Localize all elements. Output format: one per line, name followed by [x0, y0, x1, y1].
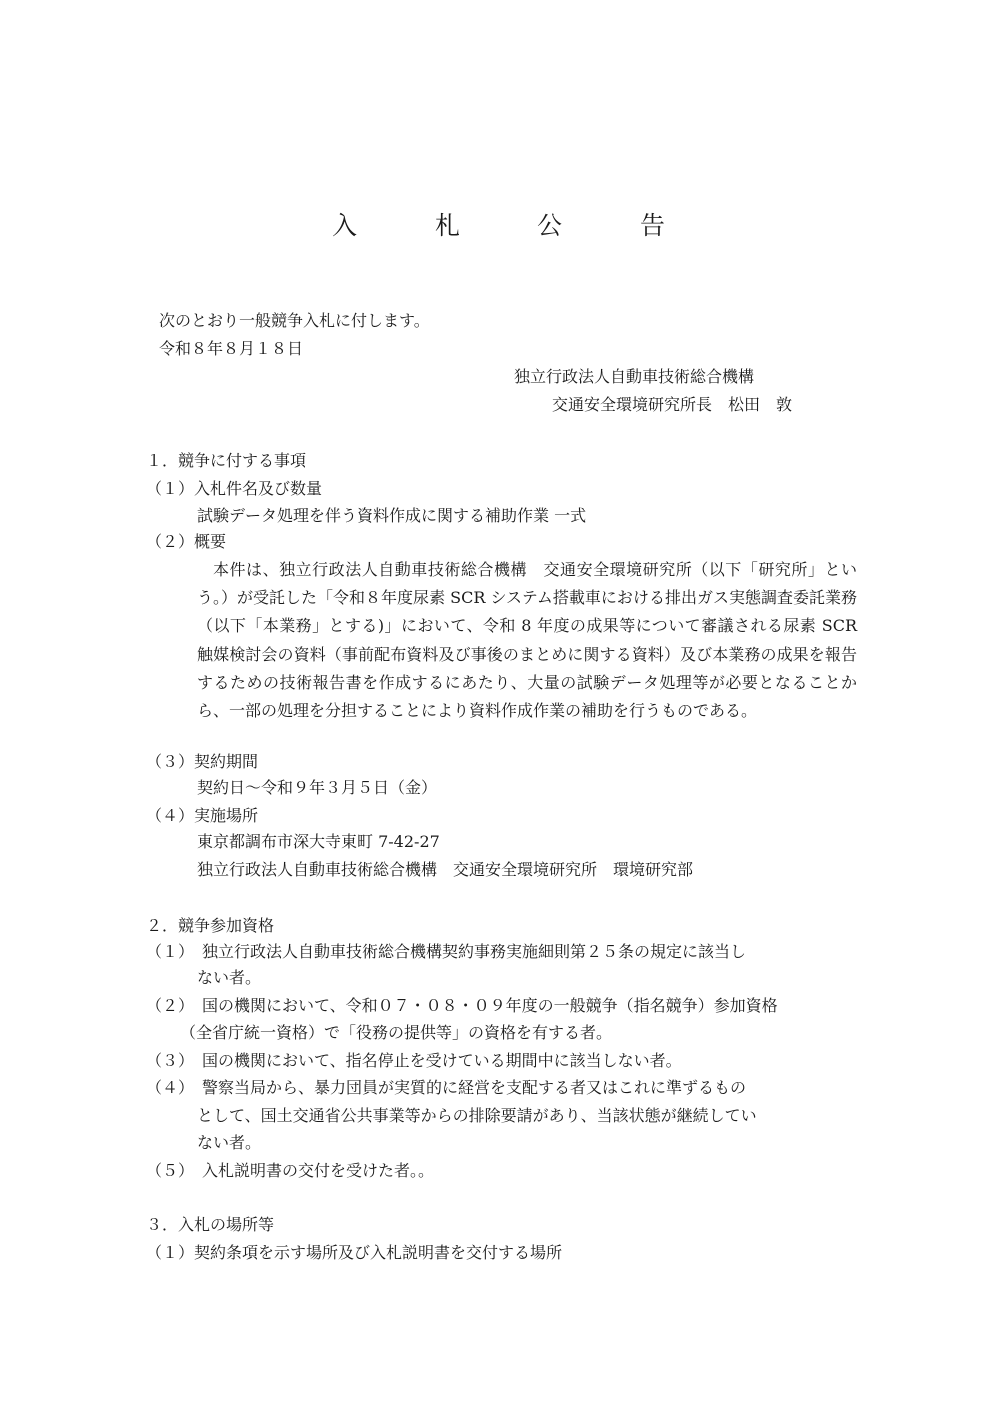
s2-item1-line2: ない者。	[197, 968, 262, 987]
section-3-heading: ３．入札の場所等	[146, 1215, 275, 1234]
s2-item5-line1: （５） 入札説明書の交付を受けた者。。	[146, 1161, 435, 1180]
s3-item1-label: （１）契約条項を示す場所及び入札説明書を交付する場所	[146, 1243, 563, 1262]
s1-item4-department: 独立行政法人自動車技術総合機構 交通安全環境研究所 環境研究部	[197, 860, 694, 879]
s2-item1-line1: （１） 独立行政法人自動車技術総合機構契約事務実施細則第２５条の規定に該当し	[146, 942, 747, 961]
issuer-person: 交通安全環境研究所長 松田 敦	[552, 395, 793, 414]
s2-item2-line2: （全省庁統一資格）で「役務の提供等」の資格を有する者。	[180, 1023, 613, 1042]
s1-item4-label: （４）実施場所	[146, 806, 259, 825]
section-2-heading: ２．競争参加資格	[146, 916, 275, 935]
notice-date: 令和８年８月１８日	[159, 339, 304, 358]
s1-item3-label: （３）契約期間	[146, 752, 259, 771]
s2-item4-line1: （４） 警察当局から、暴力団員が実質的に経営を支配する者又はこれに準ずるもの	[146, 1078, 747, 1097]
title-char-3: 公	[537, 211, 563, 240]
intro-text: 次のとおり一般競争入札に付します。	[159, 311, 430, 330]
s2-item4-line3: ない者。	[197, 1133, 262, 1152]
issuer-org: 独立行政法人自動車技術総合機構	[514, 367, 755, 386]
s1-item1-label: （１）入札件名及び数量	[146, 479, 323, 498]
s2-item3-line1: （３） 国の機関において、指名停止を受けている期間中に該当しない者。	[146, 1051, 682, 1070]
s1-item4-address: 東京都調布市深大寺東町 7-42-27	[197, 832, 440, 851]
title-char-2: 札	[435, 211, 461, 240]
s1-item2-label: （２）概要	[146, 532, 227, 551]
s1-item2-body: 本件は、独立行政法人自動車技術総合機構 交通安全環境研究所（以下「研究所」という。）が受託した「令和８年度尿素 SCR システム搭載車における排出ガス実態調査委託業務（以下「本業務」とする)」において、令和 8 年度の成果等について審議される尿素 SCR 触媒検討会の資料（事前配布資料及び事後のまとめに関する資料）及び本業務の成果を報告するための技術報告書を作成するにあたり、大量の試験データ処理等が必要となることから、一部の処理を分担することにより資料作成作業の補助を行うものである。	[197, 560, 857, 721]
s1-item1-body: 試験データ処理を伴う資料作成に関する補助作業 一式	[197, 506, 587, 525]
s1-item3-body: 契約日～令和９年３月５日（金）	[197, 778, 438, 797]
s2-item2-line1: （２） 国の機関において、令和０７・０８・０９年度の一般競争（指名競争）参加資格	[146, 996, 778, 1015]
s2-item4-line2: として、国土交通省公共事業等からの排除要請があり、当該状態が継続してい	[197, 1106, 757, 1125]
section-1-heading: １．競争に付する事項	[146, 451, 307, 470]
title-char-1: 入	[332, 211, 358, 240]
title-char-4: 告	[640, 211, 666, 240]
